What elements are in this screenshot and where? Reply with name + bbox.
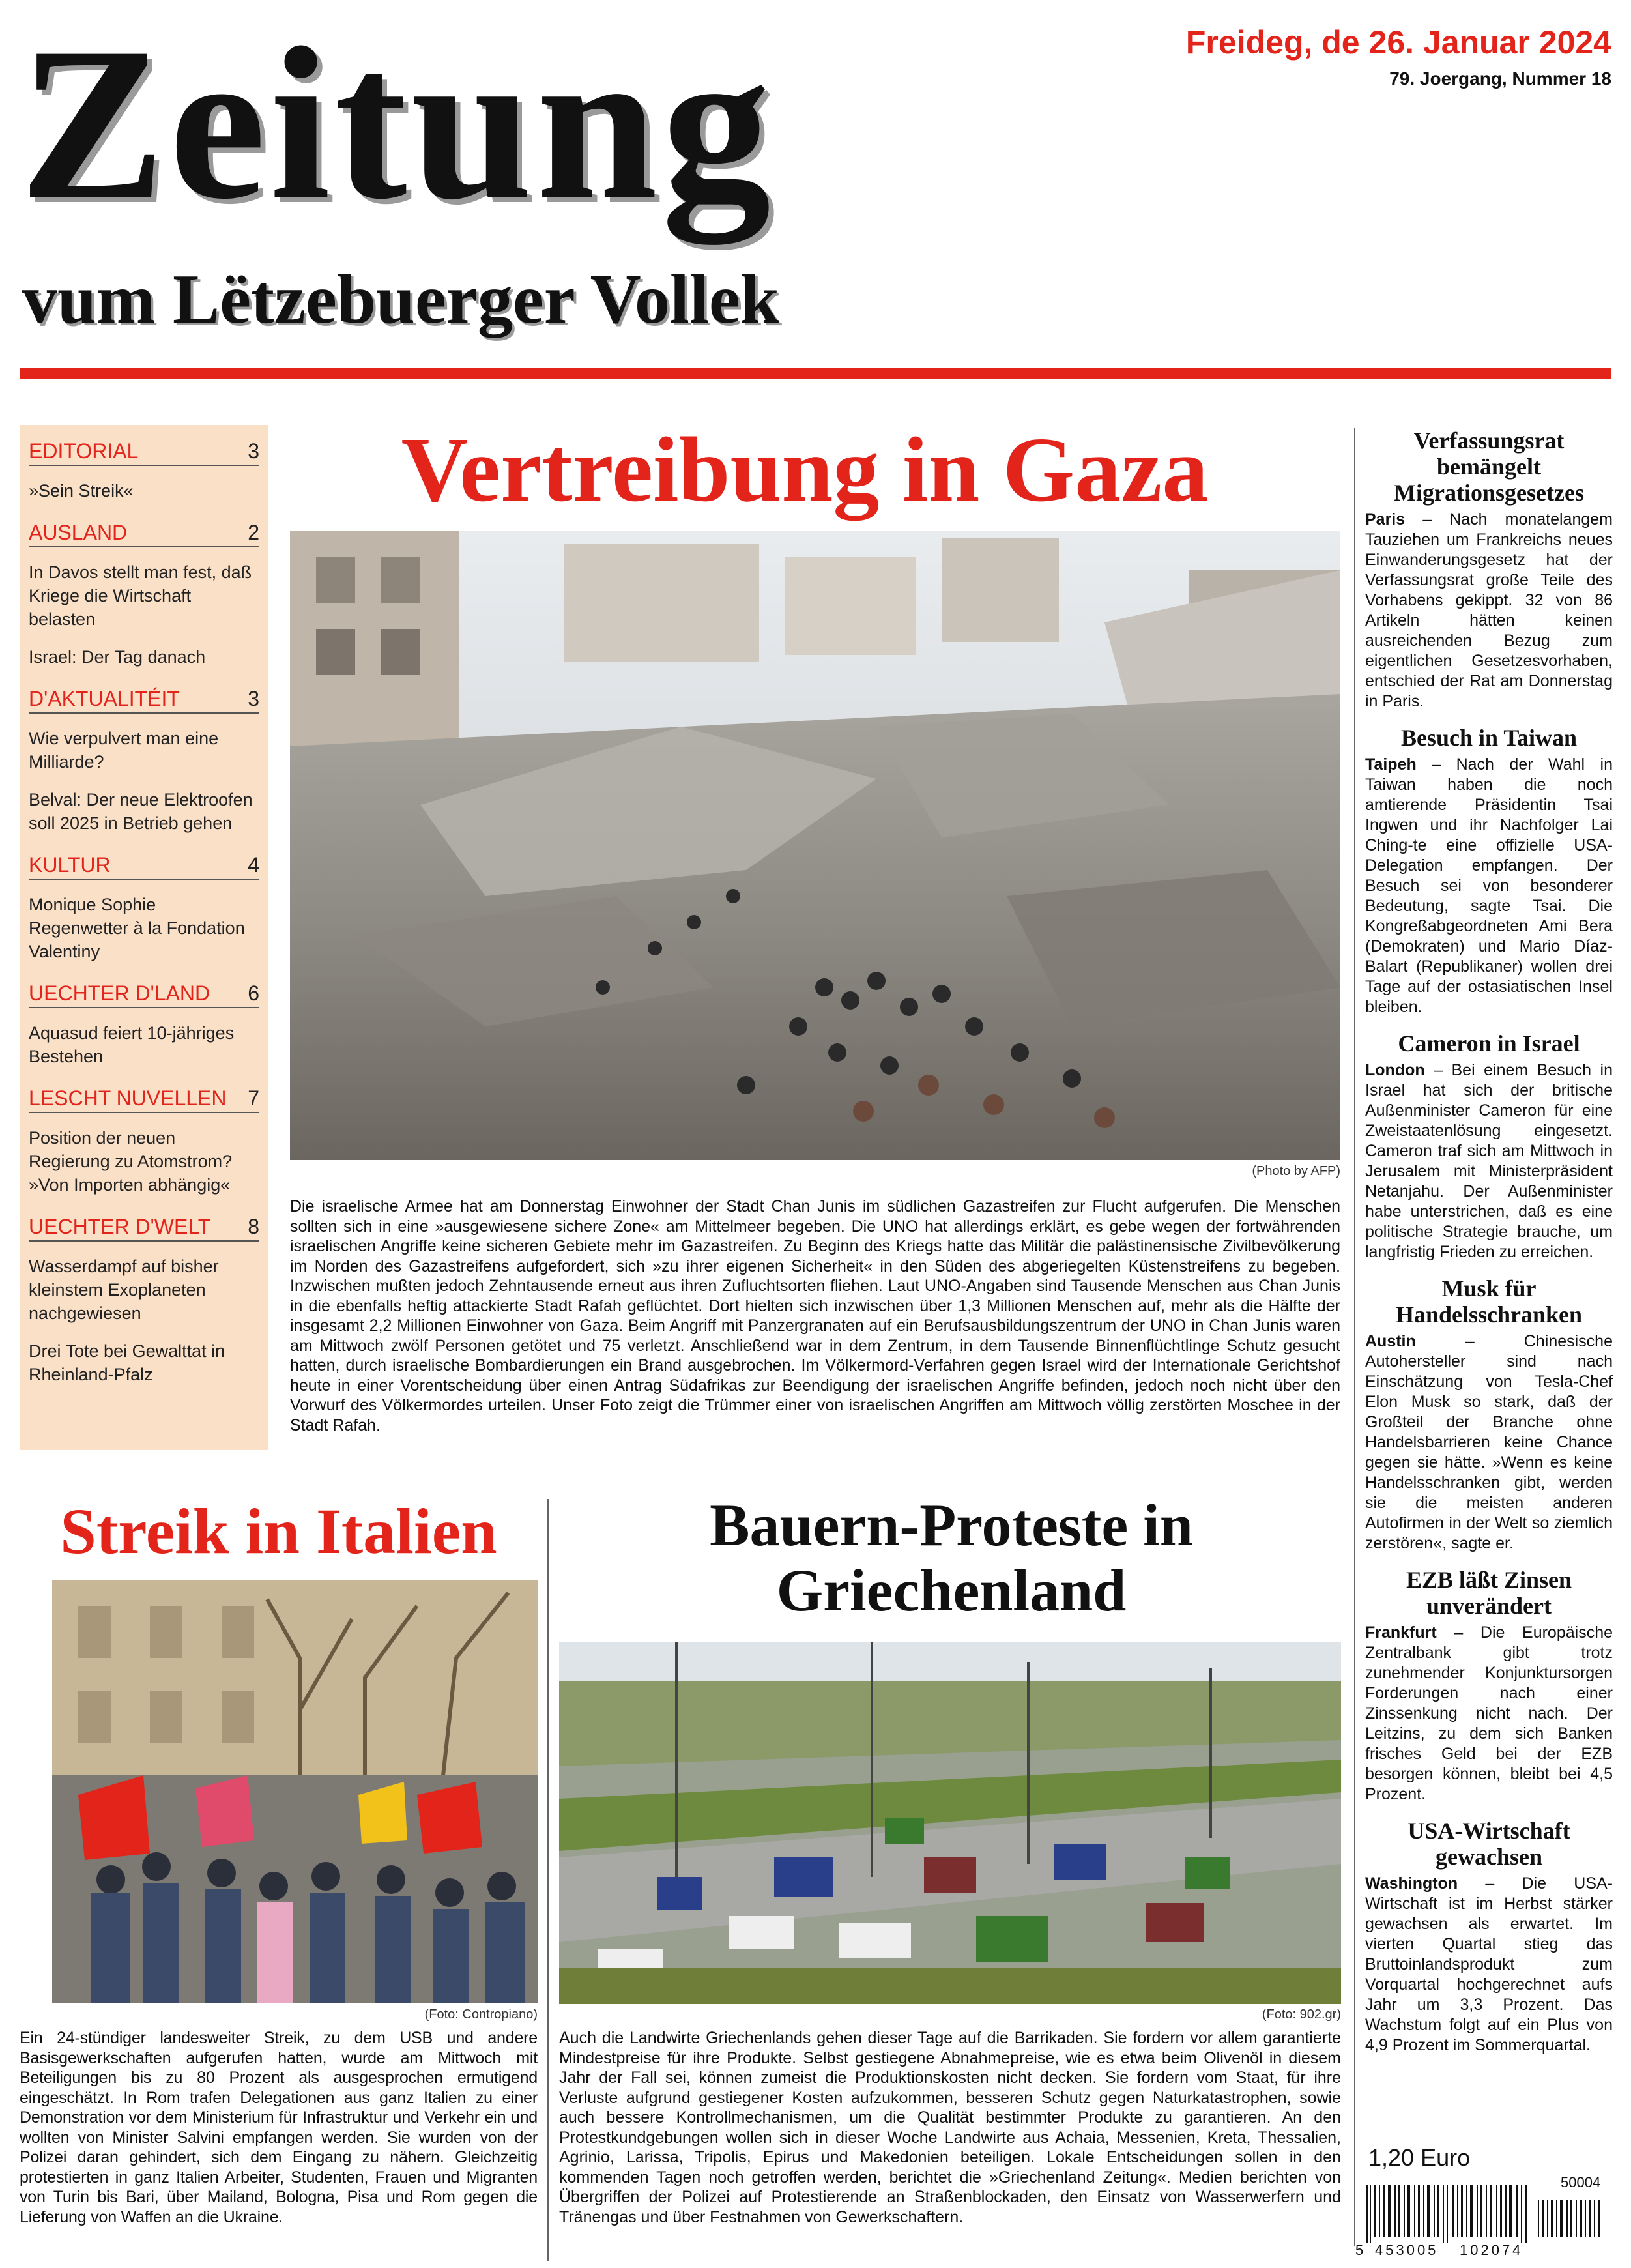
italy-headline: Streik in Italien [60,1495,497,1567]
brief-place: Austin [1365,1332,1416,1350]
greece-article-body: Auch die Landwirte Griechenlands gehen dieser Tage auf die Barrikaden. Sie fordern vor allem garantierte Mindestpreise für ihre Produkte. Selbst gestiegene Abnahmepreise, wie es etwa beim Olivenöl in diesem Jahr der Fall sei, können zumeist die Produktionskosten nicht decken. Sie fordern vom Staat, für ihre Verluste aufgrund gestiegener Kosten aufzukommen, besseren Schutz gegen Naturkatastrophen, sowie auch bessere Kontrollmechanismen, um die Qualität bestimmter Produkte zu garantieren. An den Protestkundgebungen wollen sich in dieser Woche Landwirte aus Achaia, Messenien, Kreta, Thessalien, Agrinio, Larissa, Tripolis, Epirus und Makedonien beteiligen. Lokale Entscheidungen sollen in den kommenden Tagen noch getroffen werden, berichtet die »Griechenland Zeitung«. Medien berichten von Übergriffen der Polizei auf Protestierende an Straßenblockaden, den Einsatz von Wasserwerfern und Tränengas und über Festnahmen von Gewerkschaftern. [559,2029,1341,2226]
section-label: UECHTER D'LAND [29,981,210,1005]
section-label: AUSLAND [29,521,128,544]
brief-body: – Die Europäische Zentralbank gibt trotz zunehmender Konjunktursorgen Forderungen nach einer Zinssenkung nicht nach. Der Leitzins, zu dem sich Banken frisches Geld bei der EZB besorgen können, bleibt bei 4,5 Prozent. [1365,1623,1613,1803]
contents-item[interactable]: Wasserdampf auf bisher kleinstem Exoplaneten nachgewiesen [29,1257,219,1323]
section-link-ausland[interactable] [29,521,259,547]
brief-body: – Chinesische Autohersteller sind nach Einschätzung von Tesla-Chef Elon Musk so stark, daß der Großteil der Branche ohne Handelsbarrieren keine Chance gegen sie hätte. »Wenn es keine Handelsschranken gibt, werden sie die meisten anderen Autofirmen in der Welt so ziemlich zerstören«, sagte er. [1365,1332,1613,1552]
brief-text [1365,1623,1613,1805]
news-brief [1365,1030,1613,1262]
contents-item[interactable]: »Sein Streik« [29,481,134,501]
italy-photo [52,1580,538,2003]
brief-title: Musk für Handelsschranken [1395,1275,1583,1328]
brief-title: Besuch in Taiwan [1400,725,1578,751]
contents-section [29,1086,259,1197]
brief-title: EZB läßt Zinsen unverändert [1406,1567,1572,1619]
section-link-aktualiteit[interactable] [29,687,259,714]
masthead-title: Zeitung [20,3,775,244]
main-headline: Vertreibung in Gaza [401,418,1209,521]
contents-section [29,521,259,669]
section-link-uechter-dwelt[interactable] [29,1215,259,1242]
news-brief [1365,1275,1613,1554]
brief-text [1365,510,1613,712]
page-number: 8 [248,1215,259,1238]
italy-article-body: Ein 24-stündiger landesweiter Streik, zu dem USB und andere Basisgewerkschaften aufgerufen hatten, wurde am Mittwoch mit Beteiligungen bis zu 80 Prozent als ausgesprochen ermutigend eingeschätzt. In Rom trafen Delegationen aus ganz Italien zu einer Demonstration vor dem Ministerium für Infrastruktur und Verkehr ein und wollten von Minister Salvini empfangen werden. Sie wurden von der Polizei daran gehindert, sich dem Eingang zu nähern. Gleichzeitig protestierten in ganz Italien Arbeiter, Studenten, Frauen und Migranten von Turin bis Bari, über Mailand, Bologna, Pisa und Rom gegen die Lieferung von Waffen an die Ukraine. [20,2029,538,2226]
contents-item[interactable]: Drei Tote bei Gewalttat in Rheinland-Pfalz [29,1341,225,1384]
section-link-editorial[interactable] [29,439,259,466]
contents-section [29,853,259,963]
brief-body: – Nach monatelangem Tauziehen um Frankreichs neues Einwanderungsgesetz hat der Verfassungsrat große Teile des Vorhabens gekippt. 32 von 86 Artikeln hätten keinen ausreichenden Bezug zum eigentlichen Gesetzesvorhaben, entschied der Rat am Donnerstag in Paris. [1365,510,1613,710]
italy-photo-credit: (Foto: Contropiano) [424,2007,538,2022]
page-number: 2 [248,521,259,544]
brief-place: Washington [1365,1874,1458,1893]
contents-item[interactable]: Aquasud feiert 10-jähriges Bestehen [29,1023,235,1066]
brief-body: – Nach der Wahl in Taiwan haben die noch amtierende Präsidentin Tsai Ingwen und ihr Nachfolger Lai Ching-te eine offizielle USA-Delegation empfangen. Der Besuch sei von besonderer Bedeutung, sagte Tsai. Die Kongreßabgeordneten Ami Bera (Demokraten) und Mario Díaz-Balart (Republikaner) wollen drei Tage auf der ostasiatischen Insel bleiben. [1365,755,1613,1016]
contents-section [29,981,259,1068]
contents-section [29,687,259,835]
brief-text [1365,1874,1613,2056]
brief-text [1365,1060,1613,1262]
news-brief [1365,725,1613,1017]
news-brief [1365,1818,1613,2056]
brief-place: Frankfurt [1365,1623,1437,1642]
section-label: UECHTER D'WELT [29,1215,211,1238]
contents-section [29,439,259,502]
brief-body: – Bei einem Besuch in Israel hat sich der britische Außenminister Cameron für eine Zweistaatenlösung eingesetzt. Cameron traf sich am Mittwoch in Jerusalem mit Ministerpräsident Netanjahu. Der Außenminister habe unterstrichen, daß es eine politische Strategie brauche, um langfristig Frieden zu erreichen. [1365,1061,1613,1261]
brief-title: Verfassungsrat bemängelt Migrationsgesetzes [1394,428,1584,506]
page-number: 3 [248,439,259,463]
page-number: 4 [248,853,259,877]
main-photo-credit: (Photo by AFP) [1252,1164,1340,1178]
news-briefs-column [1365,428,1613,2069]
brief-title: Cameron in Israel [1398,1030,1580,1056]
section-label: LESCHT NUVELLEN [29,1086,227,1110]
greece-photo [559,1642,1341,2004]
section-link-kultur[interactable] [29,853,259,880]
section-link-uechter-dland[interactable] [29,981,259,1008]
contents-item[interactable]: Position der neuen Regierung zu Atomstrom? »Von Importen abhängig« [29,1128,233,1195]
contents-item[interactable]: Israel: Der Tag danach [29,647,206,667]
section-label: EDITORIAL [29,439,139,463]
contents-item[interactable]: In Davos stellt man fest, daß Kriege die Wirtschaft belasten [29,562,252,629]
section-label: D'AKTUALITÉIT [29,687,180,710]
page-number: 3 [248,687,259,710]
contents-item[interactable]: Wie verpulvert man eine Milliarde? [29,729,219,772]
column-separator [547,1499,549,2261]
issue-number: 79. Joergang, Nummer 18 [1389,68,1611,89]
barcode-left-digits: 453005 [1375,2242,1439,2258]
barcode-lead-digit: 5 [1355,2242,1364,2258]
main-article-body: Die israelische Armee hat am Donnerstag Einwohner der Stadt Chan Junis im südlichen Gazastreifen zur Flucht aufgerufen. Die Menschen sollten sich in eine »ausgewiesene sichere Zone« am Mittelmeer begeben. Die UNO hat allerdings erklärt, es gebe wegen der fortwährenden israelischen Angriffe keine sicheren Gebiete mehr im Gazastreifen. Zu Beginn des Kriegs hatte das Militär die palästinensische Zivilbevölkerung im Norden des Gazastreifens aufgefordert, sich »zu ihrer eigenen Sicherheit« in den Süden des abgeriegelten Küstenstreifens zu begeben. Inzwischen mußten jedoch Zehntausende erneut aus ihren Zufluchtsorten fliehen. Laut UNO-Angaben sind Tausende Menschen aus Chan Junis in die ebenfalls heftig attackierte Stadt Rafah geflüchtet. Dort hielten sich inzwischen über 1,3 Millionen Menschen auf, mehr als die Hälfte der insgesamt 2,2 Millionen Einwohner von Gaza. Beim Angriff mit Panzergranaten auf ein Berufsausbildungszentrum der UNO in Chan Junis waren am Mittwoch zwölf Personen getötet und 75 verletzt. Anschließend war in dem Zentrum, in dem Tausende Binnenflüchtlinge Schutz gesucht hatten, durch israelische Bombardierungen ein Brand ausgebrochen. Im Völkermord-Verfahren gegen Israel wird der Internationale Gerichtshof heute in einer Vorentscheidung über einen Antrag Südafrikas zur Beendigung der israelischen Angriffe befinden, jedoch noch nicht über den Vorwurf des Völkermordes urteilen. Unser Foto zeigt die Trümmer einer von israelischen Angriffen am Mittwoch völlig zerstörten Moschee in der Stadt Rafah. [290,1197,1340,1434]
brief-place: London [1365,1061,1425,1079]
contents-item[interactable]: Belval: Der neue Elektroofen soll 2025 in Betrieb gehen [29,790,253,833]
barcode-right-digits: 102074 [1460,2242,1523,2258]
greece-photo-credit: (Foto: 902.gr) [1262,2007,1341,2022]
brief-text [1365,1331,1613,1554]
news-brief [1365,428,1613,712]
brief-place: Taipeh [1365,755,1417,774]
brief-body: – Die USA-Wirtschaft ist im Herbst stärker gewachsen als erwartet. Im vierten Quartal stieg das Bruttoinlandsprodukt zum Vorquartal hochgerechnet aufs Jahr um 3,3 Prozent. Das Wachstum folgt auf ein Plus von 4,9 Prozent im Sommerquartal. [1365,1874,1613,2054]
price: 1,20 Euro [1368,2144,1471,2171]
contents-item[interactable]: Monique Sophie Regenwetter à la Fondation Valentiny [29,895,245,961]
contents-section [29,1215,259,1386]
page-number: 7 [248,1086,259,1110]
masthead-subtitle: vum Lëtzebuerger Vollek [22,261,779,338]
barcode-addon: 50004 [1561,2174,1601,2190]
greece-headline: Bauern-Proteste in Griechenland [710,1492,1193,1623]
brief-text [1365,755,1613,1017]
main-photo [290,531,1340,1160]
contents-sidebar [20,425,268,1450]
brief-title: USA-Wirtschaft gewachsen [1407,1818,1570,1870]
brief-place: Paris [1365,510,1406,529]
masthead-divider [20,368,1611,379]
news-brief [1365,1567,1613,1805]
section-link-lescht-nuvellen[interactable] [29,1086,259,1113]
issue-date: Freideg, de 26. Januar 2024 [1185,24,1611,61]
page-number: 6 [248,981,259,1005]
section-label: KULTUR [29,853,111,877]
column-separator [1354,428,1355,2246]
